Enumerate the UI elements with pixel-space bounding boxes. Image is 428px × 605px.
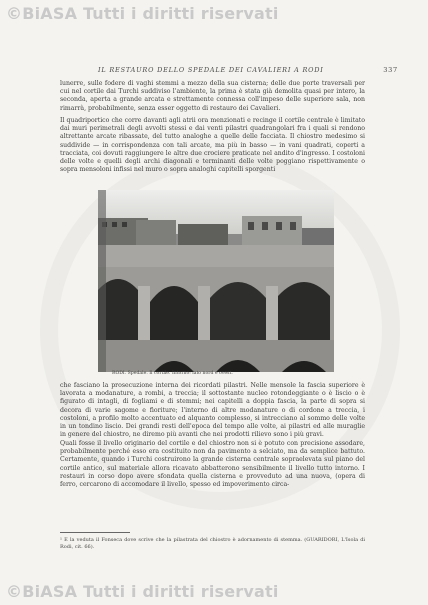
watermark-top [0, 0, 428, 26]
page-number: 337 [383, 66, 398, 74]
cortile-photo [98, 190, 334, 372]
footnote-rule [60, 532, 130, 533]
watermark-text-bottom: ©BiASA Tutti i diritti riservati [6, 581, 279, 601]
paragraph-1: lunerre, sulle fodere di vaghi stemmi a mezzo della sua cisterna; delle due porte traversali per cui nel cortile dai Turchi suddiviso l'ambiente, la prima è stata già demolita quasi per intero, la seconda, aperta a grande arcata e strettamente connessa coll'impeso delle superiore sala, non rimarrà, probabilmente, senza esser oggetto di restauro dei Cavalieri. [60, 80, 365, 112]
watermark-bottom [0, 578, 428, 604]
figure-caption: RODI. Spedale. Il cortile. Intorno: lato nord e ovest. [112, 371, 233, 376]
cortile-photo-image [98, 190, 334, 372]
running-head [98, 66, 398, 74]
footnote: ¹ E la veduta il Fonseca dove scrive che la pilastrata del chiostro è adornamento di stemma. (GUARIDORI, L'Isola di Rodi, cit. 66). [60, 537, 365, 550]
paragraph-2: Il quadriportico che corre davanti agli atrii ora menzionati e recinge il cortile centrale è limitato dai muri perimetrali degli avvolti stessi e dai venti pilastri quadrangolari fra i quali si rendono altrettante arcate ribassate, del tutto analoghe a quelle delle facciata. Il chiostro medesimo si suddivide — in corrispondenza con tali arcate, ma più in basso — in vani quadrati, coperti a tracciata, coi dovuti raggiungere le altre due crociere praticate nel andito d'ingresso. I costoloni delle volte e quelli degli archi diagonali e terminanti delle volte poggiano rispettivamente o sopra mensoloni infissi nel muro o sopra analoghi capitelli sporgenti [60, 117, 365, 174]
paragraph-3: che fasciano la prosecuzione interna dei ricordati pilastri. Nelle mensole la fascia superiore è lavorata a modanature, a rombi, a treccia; il sottostante nucleo rotondeggiante o è liscio o è figurato di intagli, di fogliami e di stemmi; nei capitelli a doppia fascia, la parte di sopra si decora di varie sagome e fioriture; l'interno di altre modanature o di cordone a treccia, i costoloni, a profilo molto accentuato ed alquanto complesso, si intrecciano al sommo delle volte in un tondino liscio. Dei grandi resti dell'epoca del tempo alle volte, ai pilastri ed alle muraglie in genere del chiostro, ne diremo più avanti che nei prodotti rilievo sono i più gravi. [60, 382, 365, 439]
watermark-text-top: ©BiASA Tutti i diritti riservati [6, 3, 279, 23]
running-head-title: IL RESTAURO DELLO SPEDALE DEI CAVALIERI A RODI [98, 66, 324, 74]
paragraph-4: Quali fosse il livello originario del cortile e del chiostro non si è potuto con precisione assodare, probabilmente perché esso era costituito non da pavimento a selciato, ma da semplice battuto. Certamente, quando i Turchi costruirono la grande cisterna centrale sopraelevata sul piano del cortile antico, sul materiale allora ricavato abbatterono sensibilmente il livello tutto intorno. I restauri in corso dopo avere sfondata quella cisterna e provveduto ad una nuova, (opera di ferro, cercarono di accomodare il livello, spesso ed impoverimento circa- [60, 440, 365, 489]
